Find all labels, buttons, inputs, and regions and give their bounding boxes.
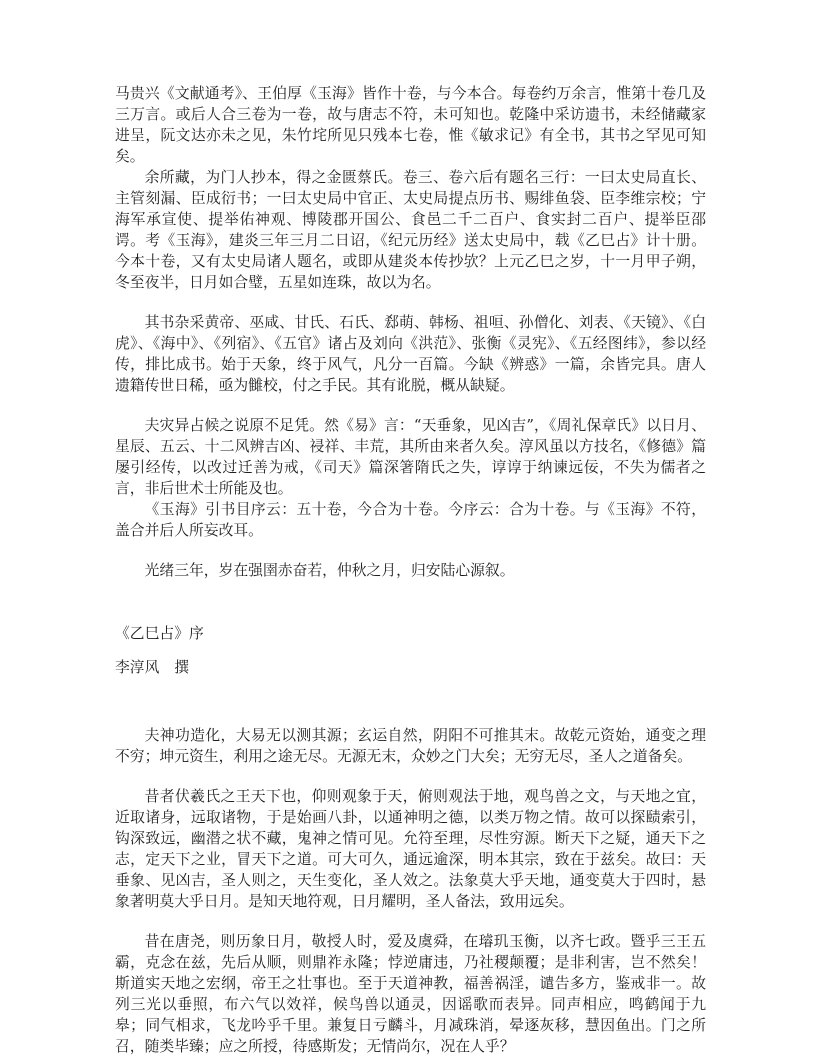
colophon-line: 光绪三年，岁在强圉赤奋若，仲秋之月，归安陆心源叙。 xyxy=(144,562,515,579)
preface-paragraph-2: 昔者伏羲氏之王天下也，仰则观象于天，俯则观法于地，观鸟兽之文，与天地之宜，近取诸身，远取诸物，于是始画八卦，以通神明之德，以类万物之情。故可以探赜索引，钩深致远，幽潜之状不藏，鬼神之情可见。允符至理，尽性穷源。断天下之疑，通天下之志，定天下之业，冒天下之道。可大可久，通远逾深，明本其宗，致在于兹矣。故曰：天垂象、见凶吉，圣人则之，天生变化，圣人效之。法象莫大乎天地，通变莫大于四时，悬象著明莫大乎日月。是知天地符观，日月耀明，圣人备法，致用远矣。 xyxy=(115,788,706,910)
preface-paragraph-1: 夫神功造化，大易无以测其源；玄运自然，阴阳不可推其末。故乾元资始，通变之理不穷；坤元资生，利用之途无尽。无源无末，众妙之门大矣；无穷无尽，圣人之道备矣。 xyxy=(115,727,706,765)
author-line: 李淳风 撰 xyxy=(115,659,189,676)
preface-title: 《乙巳占》序 xyxy=(115,625,204,642)
preface-paragraph-3: 昔在唐尧，则历象日月，敬授人时，爱及虞舜，在璿玑玉衡，以齐七政。暨乎三王五霸，克念在兹，先后从顺，则鼎祚永隆；悖逆庸违，乃社稷颠覆；是非利害，岂不然矣！斯道实天地之宏纲，帝王之壮事也。至于天道神教，福善祸淫，谴告多方，鉴戒非一。故列三光以垂照，布六气以效祥，候鸟兽以通灵，因谣歌而表异。同声相应，鸣鹤闻于九皋；同气相求，飞龙吟乎千里。兼复日亏麟斗，月减珠消，晕逐灰移，慧因鱼出。门之所召，随类毕臻；应之所授，待感斯发；无情尚尔，况在人乎？ xyxy=(115,933,706,1055)
editorial-paragraph-2: 余所藏，为门人抄本，得之金匮蔡氏。卷三、卷六后有题名三行：一曰太史局直长、主管刻漏、臣成衍书；一曰太史局中官正、太史局提点历书、赐绯鱼袋、臣李维宗校；宁海军承宣使、提举佑神观、博陵郡开国公、食邑二千二百户、食实封二百户、提举臣邵谔。考《玉海》，建炎三年三月二日诏，《纪元历经》送太史局中，载《乙巳占》计十册。今本十卷，又有太史局诸人题名，或即从建炎本传抄欤？上元乙巳之岁，十一月甲子朔，冬至夜半，日月如合璧，五星如连珠，故以为名。 xyxy=(115,169,706,291)
editorial-paragraph-1: 马贵兴《文献通考》、王伯厚《玉海》皆作十卷，与今本合。每卷约万余言，惟第十卷几及三万言。或后人合三卷为一卷，故与唐志不符，未可知也。乾隆中采访遗书，未经储藏家进呈，阮文达亦未之见，朱竹垞所见只残本七卷，惟《敏求记》有全书，其书之罕见可知矣。 xyxy=(115,85,706,165)
editorial-paragraph-5: 《玉海》引书目序云：五十卷，今合为十卷。今序云：合为十卷。与《玉海》不符，盖合并后人所妄改耳。 xyxy=(115,501,706,539)
editorial-paragraph-4: 夫灾异占候之说原不足凭。然《易》言：“天垂象，见凶吉”，《周礼保章氏》以日月、星辰、五云、十二风辨吉凶、祲祥、丰荒，其所由来者久矣。淳风虽以方技名，《修德》篇屡引经传，以改过迁善为戒，《司天》篇深箸隋氏之失，谆谆于纳谏远佞，不失为儒者之言，非后世术士所能及也。 xyxy=(115,417,706,497)
editorial-paragraph-3: 其书杂采黄帝、巫咸、甘氏、石氏、郄萌、韩杨、祖咺、孙僧化、刘表、《天镜》、《白虎》、《海中》、《列宿》、《五官》诸占及刘向《洪范》、张衡《灵宪》、《五经图纬》，参以经传，排比成书。始于天象，终于风气，凡分一百篇。今缺《辨惑》一篇，余皆完具。唐人遗籍传世日稀，亟为雠校，付之手民。其有讹脱，概从缺疑。 xyxy=(115,314,706,394)
